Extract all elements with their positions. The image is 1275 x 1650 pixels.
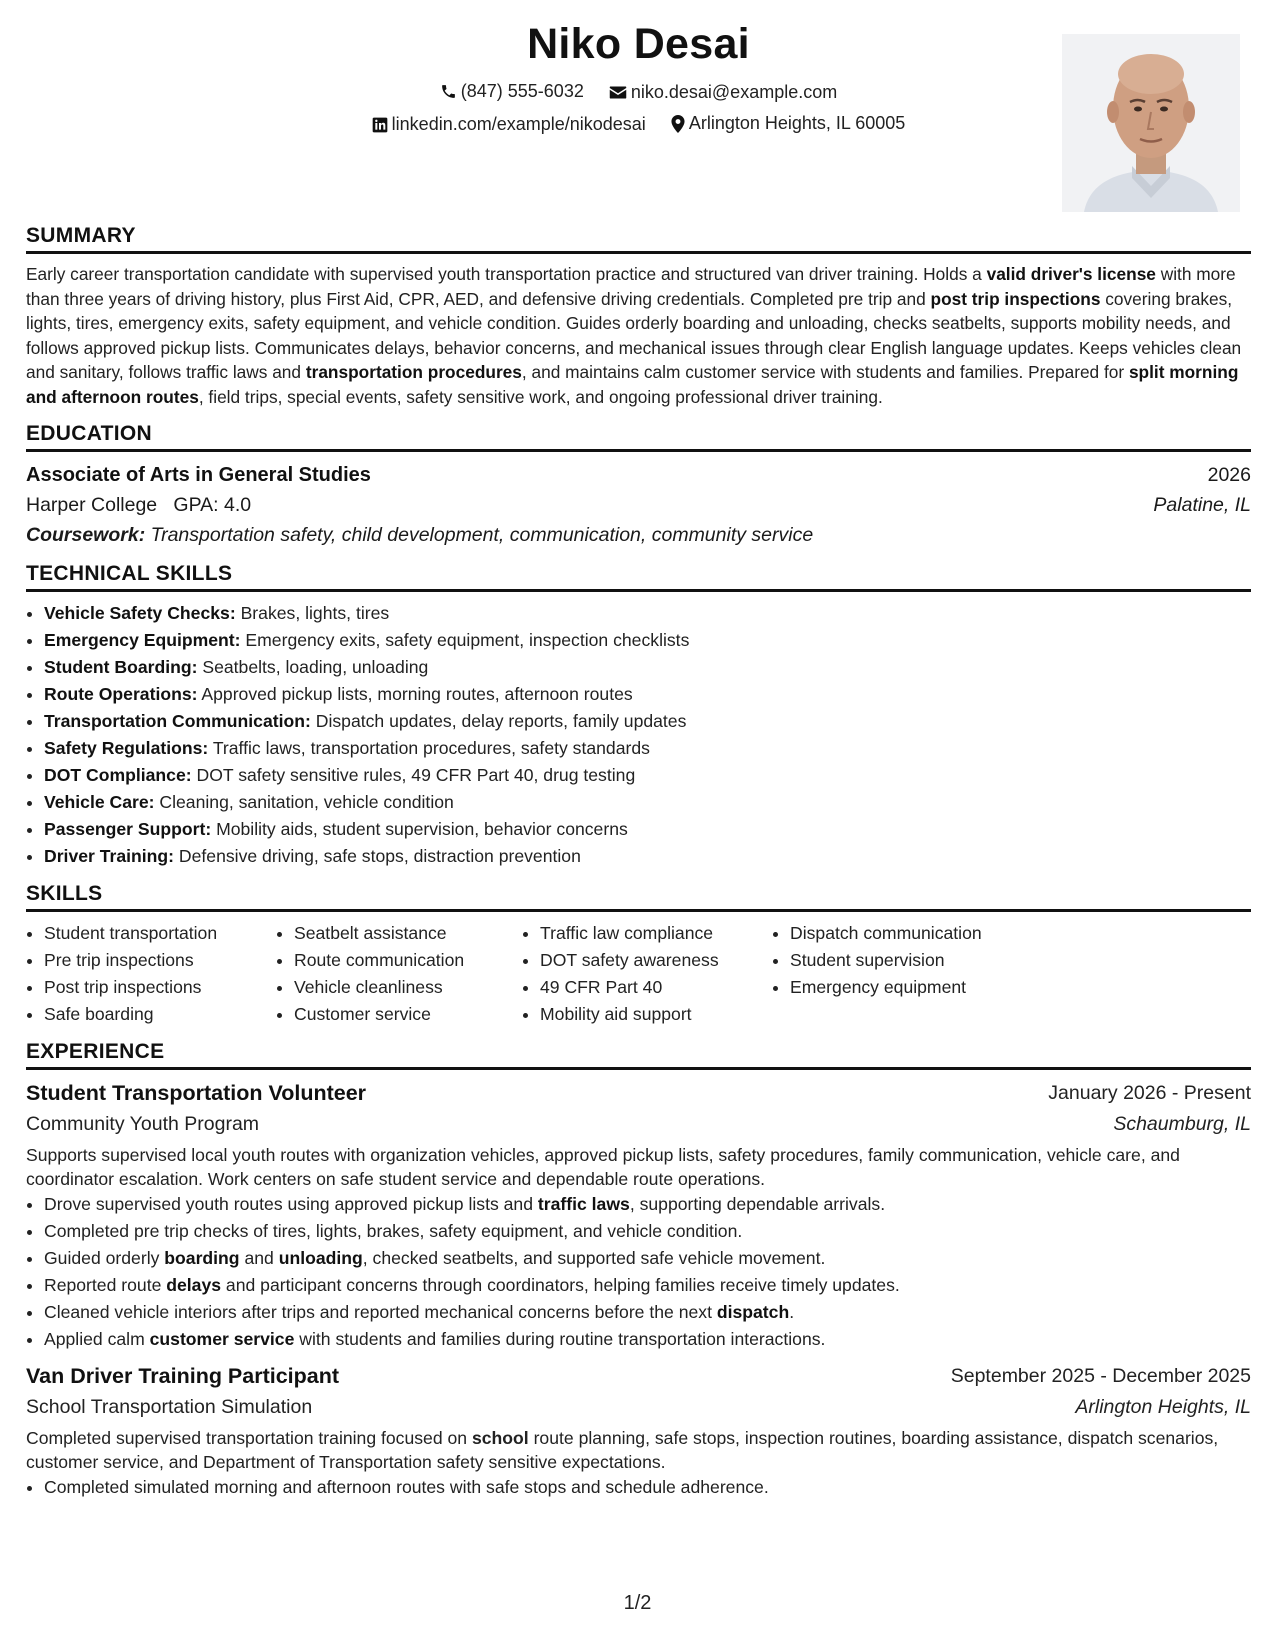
list-item: • Customer service xyxy=(294,1001,522,1028)
list-item: • Guided orderly boarding and unloading, checked seatbelts, and supported safe vehicle movement. xyxy=(44,1245,1251,1272)
skills-grid xyxy=(26,920,1251,1028)
job-location: Schaumburg, IL xyxy=(1113,1112,1251,1135)
technical-skills-heading: TECHNICAL SKILLS xyxy=(26,562,1251,592)
email-contact[interactable] xyxy=(609,82,837,103)
skills-column-3 xyxy=(522,920,772,1028)
skills-column-2 xyxy=(276,920,522,1028)
summary-section xyxy=(26,224,1251,410)
list-item: • Applied calm customer service with students and families during routine transportation interactions. xyxy=(44,1326,1251,1353)
job-org-row xyxy=(26,1392,1251,1422)
resume-page xyxy=(26,0,1251,1501)
profile-photo xyxy=(1062,34,1240,212)
skills-column-1 xyxy=(26,920,276,1028)
job-bullets xyxy=(26,1474,1251,1501)
list-item: • Reported route delays and participant concerns through coordinators, helping families receive timely updates. xyxy=(44,1272,1251,1299)
job-header xyxy=(26,1361,1251,1392)
list-item: • Mobility aid support xyxy=(540,1001,772,1028)
technical-skills-list xyxy=(26,600,1251,870)
list-item: • Seatbelt assistance xyxy=(294,920,522,947)
list-item: • Post trip inspections xyxy=(44,974,276,1001)
candidate-name: Niko Desai xyxy=(527,20,750,68)
list-item: • Dispatch communication xyxy=(790,920,1050,947)
degree-name: Associate of Arts in General Studies xyxy=(26,463,371,486)
map-pin-icon xyxy=(671,115,685,133)
job-description: Supports supervised local youth routes with organization vehicles, approved pickup lists, safety procedures, family communication, vehicle care, and coordinator escalation. Work centers on safe student service and dependable route operations. xyxy=(26,1144,1180,1189)
list-item: • DOT safety awareness xyxy=(540,947,772,974)
skills-column-4 xyxy=(772,920,1050,1028)
list-item: • Student Boarding: Seatbelts, loading, unloading xyxy=(44,654,1251,681)
graduation-year: 2026 xyxy=(1207,463,1251,486)
phone-contact xyxy=(440,81,584,102)
school-location: Palatine, IL xyxy=(1153,493,1251,516)
job-dates: January 2026 - Present xyxy=(1048,1081,1251,1104)
education-heading: EDUCATION xyxy=(26,422,1251,452)
list-item: • Student transportation xyxy=(44,920,276,947)
list-item: • Vehicle cleanliness xyxy=(294,974,522,1001)
linkedin-contact[interactable] xyxy=(372,114,646,135)
resume-header xyxy=(26,0,1251,212)
list-item: • Drove supervised youth routes using approved pickup lists and traffic laws, supporting dependable arrivals. xyxy=(44,1191,1251,1218)
skills-heading: SKILLS xyxy=(26,882,1251,912)
list-item: • Transportation Communication: Dispatch updates, delay reports, family updates xyxy=(44,708,1251,735)
job-organization: School Transportation Simulation xyxy=(26,1395,313,1418)
list-item: • Safe boarding xyxy=(44,1001,276,1028)
gpa: GPA: 4.0 xyxy=(173,493,252,516)
experience-heading: EXPERIENCE xyxy=(26,1040,1251,1070)
list-item: • DOT Compliance: DOT safety sensitive rules, 49 CFR Part 40, drug testing xyxy=(44,762,1251,789)
job-entry-2 xyxy=(26,1361,1251,1501)
experience-section xyxy=(26,1040,1251,1501)
list-item: • Route communication xyxy=(294,947,522,974)
education-section xyxy=(26,422,1251,550)
school-name: Harper College xyxy=(26,493,158,516)
list-item: • Route Operations: Approved pickup lists, morning routes, afternoon routes xyxy=(44,681,1251,708)
list-item: • Completed pre trip checks of tires, lights, brakes, safety equipment, and vehicle condition. xyxy=(44,1218,1251,1245)
summary-text: Early career transportation candidate with supervised youth transportation practice and structured van driver training. Holds a valid driver's license with more than three years of driving history, plus First Aid, CPR, AED, and defensive driving credentials. Completed pre trip and post trip inspections covering brakes, lights, tires, emergency exits, safety equipment, and vehicle condition. Guides orderly boarding and unloading, checks seatbelts, supports mobility needs, and follows approved pickup lists. Communicates delays, behavior concerns, and mechanical issues through clear English language updates. Keeps vehicles clean and sanitary, follows traffic laws and transportation procedures, and maintains calm customer service with students and families. Prepared for split morning and afternoon routes, field trips, special events, safety sensitive work, and ongoing professional driver training. xyxy=(26,264,1242,407)
skills-section xyxy=(26,882,1251,1028)
list-item: • Driver Training: Defensive driving, safe stops, distraction prevention xyxy=(44,843,1251,870)
linkedin-url[interactable]: linkedin.com/example/nikodesai xyxy=(391,114,646,134)
list-item: • Emergency equipment xyxy=(790,974,1050,1001)
list-item: • Student supervision xyxy=(790,947,1050,974)
list-item: • Emergency Equipment: Emergency exits, safety equipment, inspection checklists xyxy=(44,627,1251,654)
job-bullets xyxy=(26,1191,1251,1353)
job-title: Student Transportation Volunteer xyxy=(26,1080,367,1105)
list-item: • 49 CFR Part 40 xyxy=(540,974,772,1001)
job-dates: September 2025 - December 2025 xyxy=(950,1364,1251,1387)
phone-number: (847) 555-6032 xyxy=(460,81,584,101)
location-contact xyxy=(671,113,905,134)
summary-heading: SUMMARY xyxy=(26,224,1251,254)
job-title: Van Driver Training Participant xyxy=(26,1363,340,1388)
list-item: • Cleaned vehicle interiors after trips and reported mechanical concerns before the next dispatch. xyxy=(44,1299,1251,1326)
list-item: • Passenger Support: Mobility aids, student supervision, behavior concerns xyxy=(44,816,1251,843)
envelope-icon xyxy=(609,85,627,100)
school-info xyxy=(26,490,251,520)
linkedin-icon xyxy=(372,117,388,133)
job-org-row xyxy=(26,1109,1251,1139)
list-item: • Pre trip inspections xyxy=(44,947,276,974)
list-item: • Safety Regulations: Traffic laws, transportation procedures, safety standards xyxy=(44,735,1251,762)
school-row xyxy=(26,490,1251,520)
phone-icon xyxy=(440,83,457,100)
job-description: Completed supervised transportation training focused on school route planning, safe stops, inspection routines, boarding assistance, dispatch scenarios, customer service, and Department of Transportation safety sensitive expectations. xyxy=(26,1427,1219,1472)
job-organization: Community Youth Program xyxy=(26,1112,260,1135)
coursework: Coursework: Transportation safety, child development, communication, community service xyxy=(26,523,814,546)
job-entry-1 xyxy=(26,1078,1251,1353)
job-location: Arlington Heights, IL xyxy=(1075,1395,1251,1418)
list-item: • Completed simulated morning and afternoon routes with safe stops and schedule adherence. xyxy=(44,1474,1251,1501)
technical-skills-section xyxy=(26,562,1251,870)
degree-row xyxy=(26,460,1251,490)
job-header xyxy=(26,1078,1251,1109)
email-address[interactable]: niko.desai@example.com xyxy=(630,82,838,102)
page-number: 1/2 xyxy=(623,1592,652,1614)
list-item: • Vehicle Safety Checks: Brakes, lights, tires xyxy=(44,600,1251,627)
list-item: • Traffic law compliance xyxy=(540,920,772,947)
location-text: Arlington Heights, IL 60005 xyxy=(688,113,906,133)
list-item: • Vehicle Care: Cleaning, sanitation, vehicle condition xyxy=(44,789,1251,816)
